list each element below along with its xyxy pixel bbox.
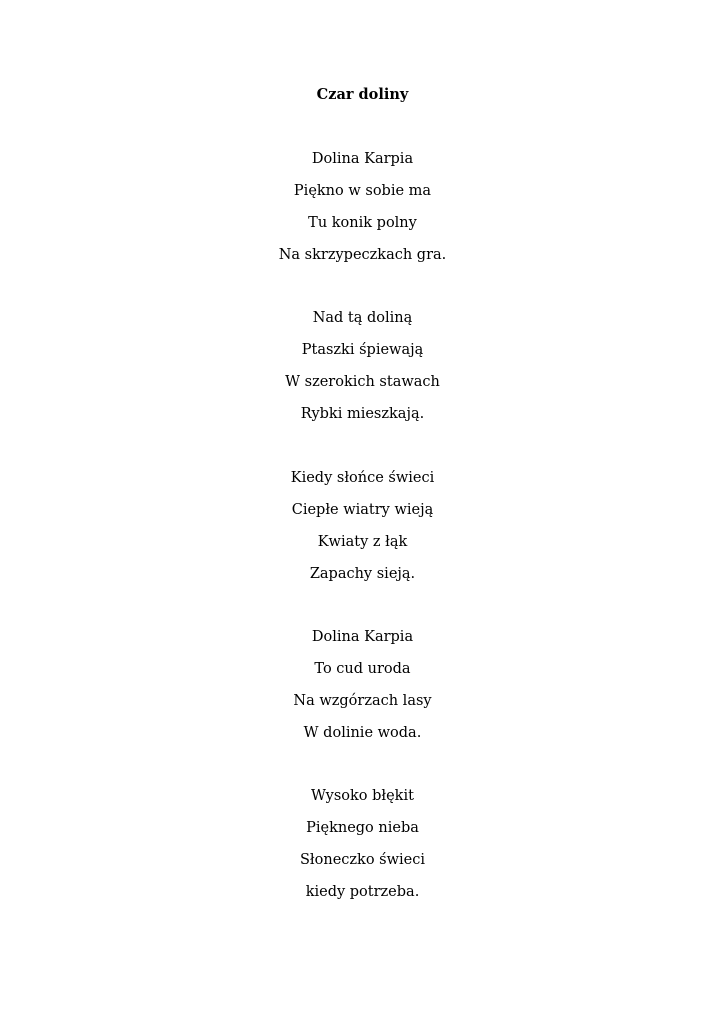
poem-line: kiedy potrzeba. — [305, 884, 420, 900]
stanza-2 — [0, 307, 725, 435]
poem-title: Czar doliny — [316, 86, 409, 103]
poem-line: W szerokich stawach — [285, 374, 440, 390]
poem-line: Dolina Karpia — [311, 629, 414, 645]
poem-line: Ciepłe wiatry wieją — [291, 502, 434, 518]
stanza-3 — [0, 467, 725, 595]
poem-line: Rybki mieszkają. — [300, 406, 425, 422]
poem-line: To cud uroda — [314, 661, 411, 677]
poem-line: Zapachy sieją. — [309, 566, 416, 582]
poem-line: Pięknego nieba — [306, 820, 419, 836]
poem-line: Piękno w sobie ma — [293, 183, 432, 199]
stanza-5 — [0, 785, 725, 913]
poem-line: Dolina Karpia — [311, 151, 414, 167]
poem-line: Kiedy słońce świeci — [290, 470, 435, 486]
stanza-1 — [0, 148, 725, 276]
poem-line: Kwiaty z łąk — [317, 534, 408, 550]
poem-line: W dolinie woda. — [303, 725, 422, 741]
poem-line: Tu konik polny — [308, 215, 417, 231]
poem-line: Na skrzypeczkach gra. — [278, 247, 447, 263]
poem-line: Na wzgórzach lasy — [293, 693, 432, 709]
poem-line: Słoneczko świeci — [300, 852, 425, 868]
poem-line: Wysoko błękit — [311, 788, 414, 804]
poem-line: Nad tą doliną — [312, 310, 413, 326]
poem-line: Ptaszki śpiewają — [301, 342, 424, 358]
stanza-4 — [0, 626, 725, 754]
